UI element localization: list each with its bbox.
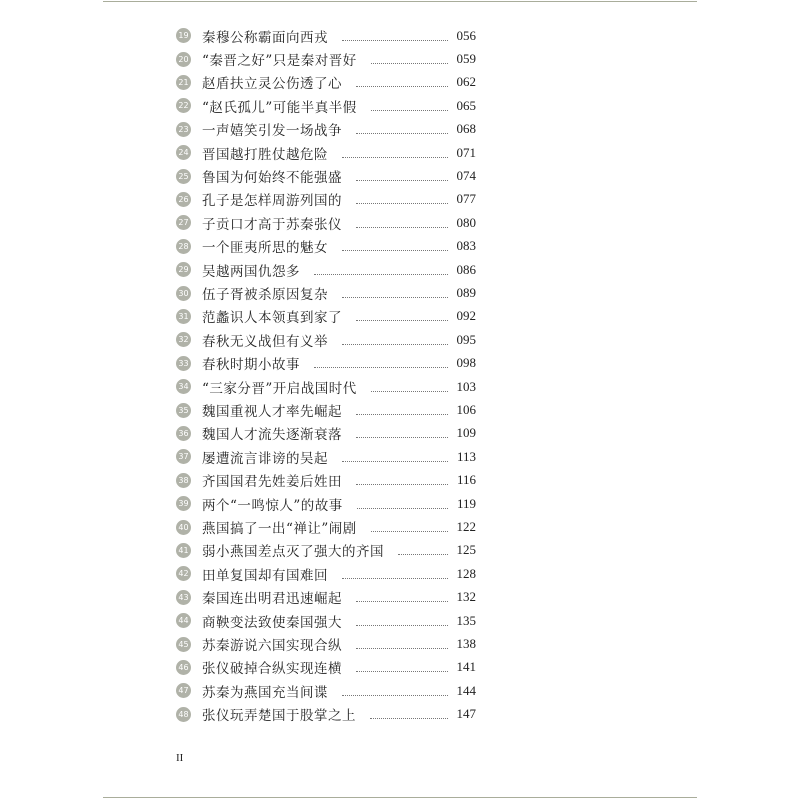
chapter-number-badge: 34 <box>176 379 191 394</box>
chapter-title: 范蠡识人本领真到家了 <box>202 310 342 327</box>
toc-entry[interactable] <box>176 492 476 515</box>
toc-entry[interactable] <box>176 164 476 187</box>
dot-leader <box>342 156 448 158</box>
toc-entry[interactable] <box>176 305 476 328</box>
toc-entry[interactable] <box>176 118 476 141</box>
top-rule <box>103 1 697 2</box>
dot-leader <box>314 366 448 368</box>
chapter-title: 魏国重视人才率先崛起 <box>202 404 342 421</box>
chapter-title: 吴越两国仇怨多 <box>202 263 300 280</box>
chapter-number-badge: 26 <box>176 192 191 207</box>
toc-entry[interactable] <box>176 352 476 375</box>
chapter-title: 秦穆公称霸面向西戎 <box>202 29 328 46</box>
toc-entry[interactable] <box>176 515 476 538</box>
dot-leader <box>342 577 448 579</box>
chapter-number-badge: 21 <box>176 75 191 90</box>
toc-entry[interactable] <box>176 141 476 164</box>
chapter-number-badge: 22 <box>176 98 191 113</box>
toc-entry[interactable] <box>176 71 476 94</box>
chapter-title: 田单复国却有国难回 <box>202 567 328 584</box>
dot-leader <box>370 717 448 719</box>
toc-entry[interactable] <box>176 375 476 398</box>
chapter-number-badge: 46 <box>176 660 191 675</box>
dot-leader <box>342 694 448 696</box>
dot-leader <box>356 436 448 438</box>
chapter-number-badge: 20 <box>176 52 191 67</box>
dot-leader <box>342 39 448 41</box>
page-number: 141 <box>456 659 476 675</box>
chapter-number-badge: 38 <box>176 473 191 488</box>
chapter-title: 苏秦为燕国充当间谍 <box>202 684 328 701</box>
dot-leader <box>356 624 448 626</box>
toc-entry[interactable] <box>176 539 476 562</box>
chapter-title: 秦国连出明君迅速崛起 <box>202 591 342 608</box>
toc-entry[interactable] <box>176 445 476 468</box>
chapter-title: 张仪玩弄楚国于股掌之上 <box>202 708 356 725</box>
page-number: 106 <box>456 402 476 418</box>
page-folio: II <box>176 752 184 764</box>
toc-entry[interactable] <box>176 281 476 304</box>
chapter-number-badge: 39 <box>176 496 191 511</box>
dot-leader <box>356 202 448 204</box>
chapter-number-badge: 45 <box>176 637 191 652</box>
chapter-title: “赵氏孤儿”可能半真半假 <box>202 99 357 116</box>
page-number: 144 <box>456 682 476 698</box>
page-number: 092 <box>456 308 476 324</box>
chapter-title: “秦晋之好”只是秦对晋好 <box>202 53 357 70</box>
dot-leader <box>371 62 448 64</box>
chapter-number-badge: 31 <box>176 309 191 324</box>
page-number: 119 <box>456 495 476 511</box>
chapter-title: 齐国国君先姓姜后姓田 <box>202 474 342 491</box>
chapter-title: 屡遭流言诽谤的吴起 <box>202 450 328 467</box>
dot-leader <box>398 553 448 555</box>
chapter-title: 鲁国为何始终不能强盛 <box>202 170 342 187</box>
page-number: 062 <box>456 74 476 90</box>
chapter-number-badge: 37 <box>176 449 191 464</box>
chapter-number-badge: 41 <box>176 543 191 558</box>
chapter-title: 弱小燕国差点灭了强大的齐国 <box>202 544 384 561</box>
page-number: 138 <box>456 636 476 652</box>
chapter-number-badge: 33 <box>176 356 191 371</box>
chapter-number-badge: 44 <box>176 613 191 628</box>
chapter-title: 两个“一鸣惊人”的故事 <box>202 497 343 514</box>
chapter-number-badge: 25 <box>176 169 191 184</box>
chapter-title: “三家分晋”开启战国时代 <box>202 380 357 397</box>
dot-leader <box>356 670 448 672</box>
page-number: 132 <box>456 589 476 605</box>
chapter-title: 苏秦游说六国实现合纵 <box>202 638 342 655</box>
chapter-number-badge: 29 <box>176 262 191 277</box>
chapter-title: 张仪破掉合纵实现连横 <box>202 661 342 678</box>
dot-leader <box>356 226 448 228</box>
chapter-number-badge: 42 <box>176 566 191 581</box>
dot-leader <box>314 273 448 275</box>
chapter-title: 子贡口才高于苏秦张仪 <box>202 216 342 233</box>
chapter-number-badge: 23 <box>176 122 191 137</box>
dot-leader <box>356 413 448 415</box>
toc-entry[interactable] <box>176 94 476 117</box>
toc-entry[interactable] <box>176 188 476 211</box>
dot-leader <box>342 460 448 462</box>
page-number: 095 <box>456 331 476 347</box>
toc-entry[interactable] <box>176 586 476 609</box>
toc-entry[interactable] <box>176 469 476 492</box>
page-number: 059 <box>456 51 476 67</box>
page-number: 113 <box>456 448 476 464</box>
chapter-number-badge: 27 <box>176 215 191 230</box>
page-number: 056 <box>456 27 476 43</box>
dot-leader <box>371 109 448 111</box>
dot-leader <box>356 483 448 485</box>
chapter-title: 伍子胥被杀原因复杂 <box>202 287 328 304</box>
toc-entry[interactable] <box>176 258 476 281</box>
toc-entry[interactable] <box>176 703 476 726</box>
dot-leader <box>356 319 448 321</box>
toc-entry[interactable] <box>176 398 476 421</box>
page-number: 135 <box>456 612 476 628</box>
toc-entry[interactable] <box>176 562 476 585</box>
chapter-title: 燕国搞了一出“禅让”闹剧 <box>202 521 357 538</box>
chapter-title: 一个匪夷所思的魅女 <box>202 240 328 257</box>
page-number: 125 <box>456 542 476 558</box>
dot-leader <box>356 600 448 602</box>
dot-leader <box>342 296 448 298</box>
chapter-number-badge: 28 <box>176 239 191 254</box>
chapter-number-badge: 30 <box>176 286 191 301</box>
toc-entry[interactable] <box>176 679 476 702</box>
page-number: 089 <box>456 285 476 301</box>
dot-leader <box>371 390 448 392</box>
page-number: 098 <box>456 355 476 371</box>
chapter-number-badge: 48 <box>176 707 191 722</box>
page-number: 116 <box>456 472 476 488</box>
page-number: 109 <box>456 425 476 441</box>
dot-leader <box>356 179 448 181</box>
chapter-title: 春秋无义战但有义举 <box>202 333 328 350</box>
toc-entry[interactable] <box>176 24 476 47</box>
dot-leader <box>356 132 448 134</box>
page-number: 080 <box>456 214 476 230</box>
page-number: 128 <box>456 565 476 581</box>
chapter-number-badge: 36 <box>176 426 191 441</box>
page-number: 103 <box>456 378 476 394</box>
chapter-title: 赵盾扶立灵公伤透了心 <box>202 76 342 93</box>
page-number: 086 <box>456 261 476 277</box>
toc-entry[interactable] <box>176 211 476 234</box>
chapter-title: 商鞅变法致使秦国强大 <box>202 614 342 631</box>
chapter-number-badge: 35 <box>176 403 191 418</box>
dot-leader <box>342 343 448 345</box>
page-number: 147 <box>456 706 476 722</box>
page-number: 083 <box>456 238 476 254</box>
dot-leader <box>342 249 448 251</box>
chapter-number-badge: 47 <box>176 683 191 698</box>
bottom-rule <box>103 797 697 798</box>
page-number: 065 <box>456 97 476 113</box>
chapter-number-badge: 24 <box>176 145 191 160</box>
chapter-title: 一声嬉笑引发一场战争 <box>202 123 342 140</box>
dot-leader <box>357 507 448 509</box>
chapter-number-badge: 43 <box>176 590 191 605</box>
dot-leader <box>371 530 448 532</box>
dot-leader <box>356 85 448 87</box>
chapter-number-badge: 19 <box>176 28 191 43</box>
chapter-number-badge: 32 <box>176 332 191 347</box>
page-number: 122 <box>456 519 476 535</box>
page-number: 074 <box>456 168 476 184</box>
toc-entry[interactable] <box>176 609 476 632</box>
dot-leader <box>356 647 448 649</box>
chapter-title: 晋国越打胜仗越危险 <box>202 146 328 163</box>
toc-entry[interactable] <box>176 632 476 655</box>
toc-entry[interactable] <box>176 47 476 70</box>
page-number: 071 <box>456 144 476 160</box>
chapter-title: 春秋时期小故事 <box>202 357 300 374</box>
chapter-number-badge: 40 <box>176 520 191 535</box>
chapter-title: 孔子是怎样周游列国的 <box>202 193 342 210</box>
toc-entry[interactable] <box>176 235 476 258</box>
toc-entry[interactable] <box>176 656 476 679</box>
page-number: 077 <box>456 191 476 207</box>
toc-entry[interactable] <box>176 422 476 445</box>
toc-entry[interactable] <box>176 328 476 351</box>
page-number: 068 <box>456 121 476 137</box>
chapter-title: 魏国人才流失逐渐衰落 <box>202 427 342 444</box>
